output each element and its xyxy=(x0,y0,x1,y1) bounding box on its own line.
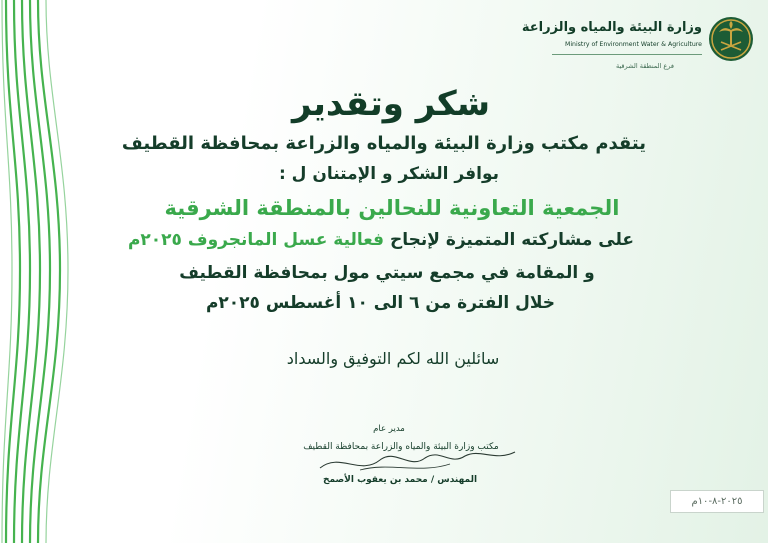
saudi-palm-swords-emblem-icon xyxy=(708,16,754,62)
intro-line: يتقدم مكتب وزارة البيئة والمياه والزراعة بمحافظة القطيف xyxy=(121,133,646,154)
venue-line: و المقامة في مجمع سيتي مول بمحافظة القطيف xyxy=(179,263,595,283)
period-line: خلال الفترة من ٦ الى ١٠ أغسطس ٢٠٢٥م xyxy=(205,293,555,313)
signatory-name: المهندس / محمد بن يعقوب الأصمخ xyxy=(322,475,478,485)
branch-name: فرع المنطقة الشرقية xyxy=(615,62,674,70)
ministry-name-arabic: وزارة البيئة والمياه والزراعة xyxy=(521,20,702,35)
event-name: فعالية عسل المانجروف ٢٠٢٥م xyxy=(127,230,385,250)
date-stamp: ٢٠٢٥-٨-١٠م xyxy=(670,490,764,513)
closing-line: سائلين الله لكم التوفيق والسداد xyxy=(286,349,500,368)
ministry-name-english: Ministry of Environment Water & Agriculture xyxy=(564,41,702,48)
ministry-logo xyxy=(494,14,754,74)
thanks-line: بوافر الشكر و الإمتنان ل : xyxy=(278,164,499,184)
participation-text: على مشاركته المتميزة لإنجاح xyxy=(389,230,635,250)
logo-divider xyxy=(552,54,702,55)
signatory-title: مدير عام xyxy=(373,424,405,434)
signatory-office: مكتب وزارة البيئة والمياه والزراعة بمحافظة القطيف xyxy=(303,442,499,452)
recipient-name: الجمعية التعاونية للنحالين بالمنطقة الشرقية xyxy=(164,196,620,220)
decorative-stripes xyxy=(0,0,80,543)
certificate-title: شكر وتقدير xyxy=(291,84,491,124)
participation-line xyxy=(120,230,642,250)
